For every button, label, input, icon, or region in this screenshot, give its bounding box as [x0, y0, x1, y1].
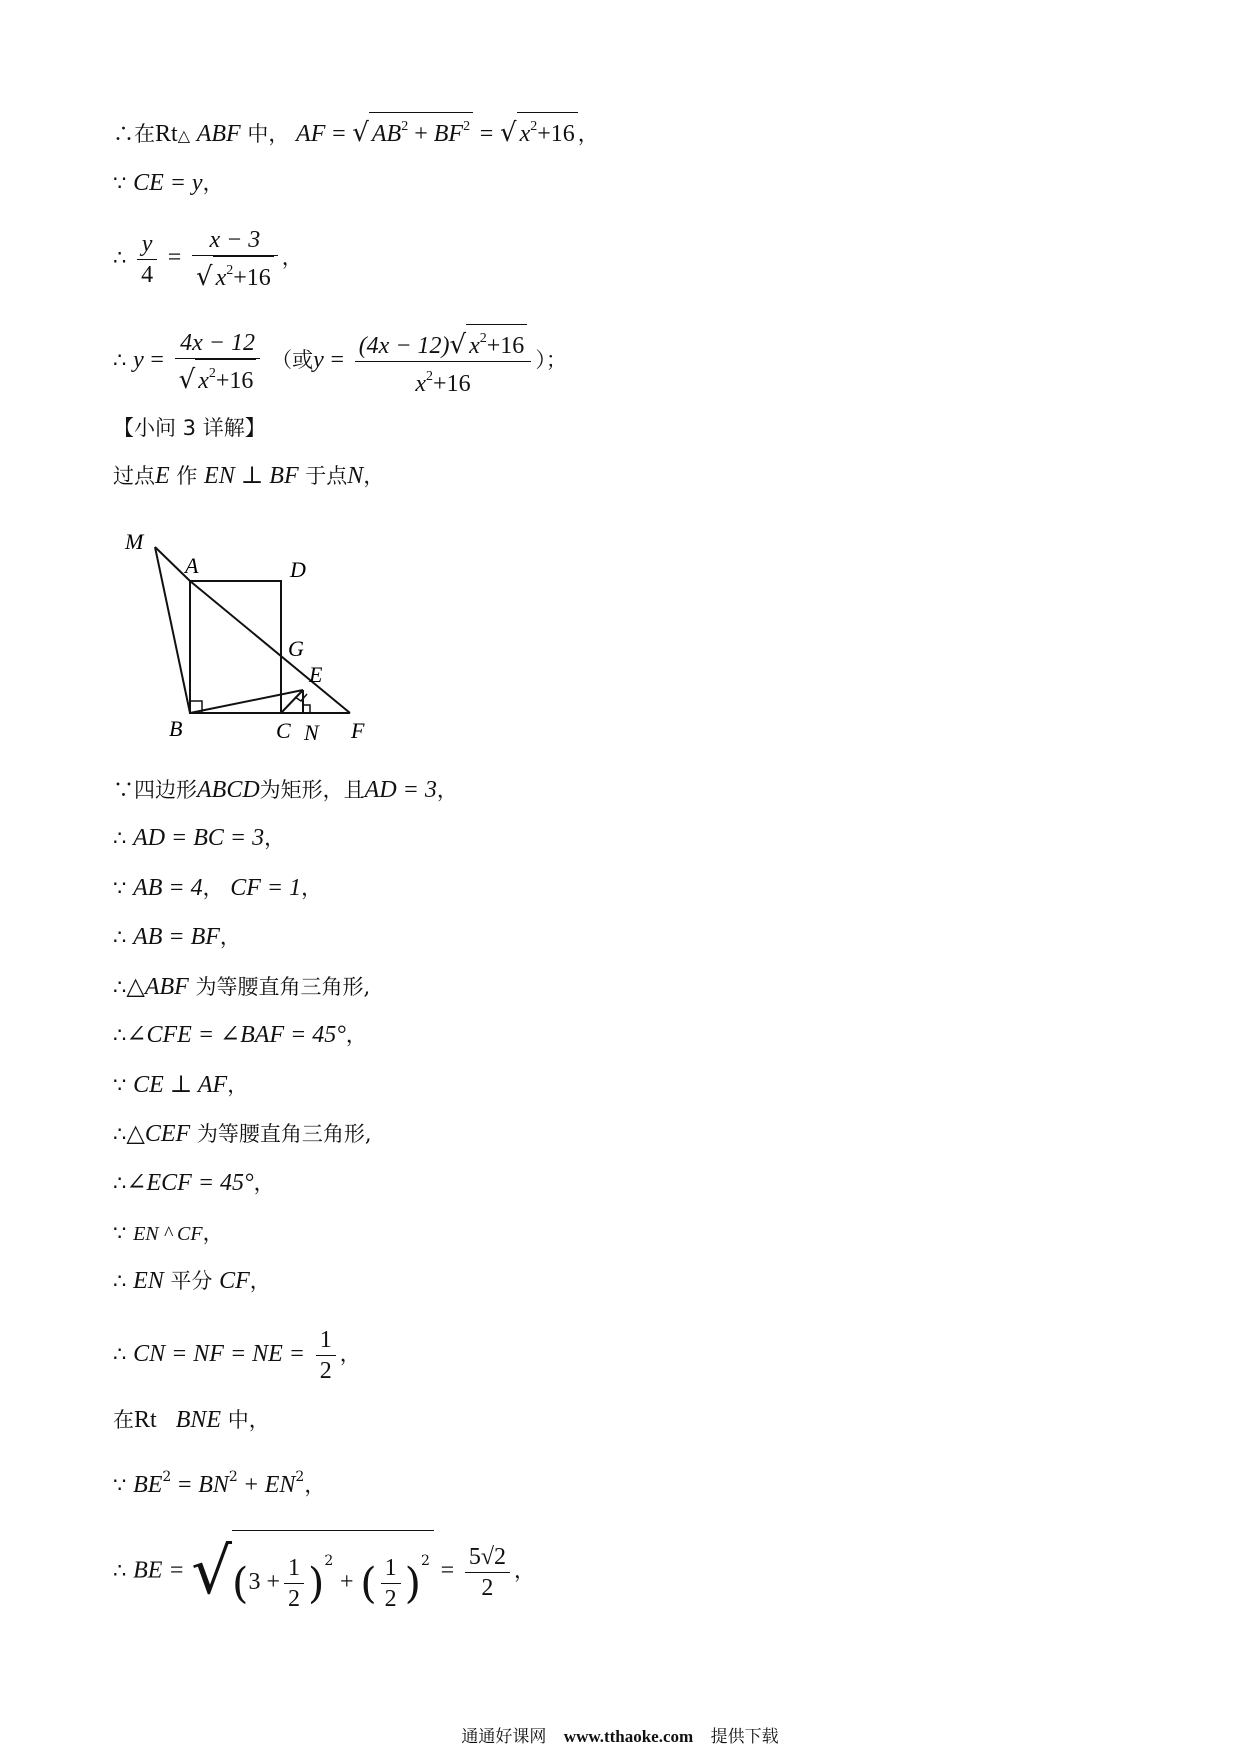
label-n: N	[304, 720, 319, 740]
line-y-expression: ∴ y = $\frac{4x - 12}{√ x^2+16}$ （或y = $\frac{(4x - 12)√ x^2+16}{x^2+16}$ ）；	[113, 324, 567, 399]
line-cef-isosceles: ∴△CEF 为等腰直角三角形,	[113, 1121, 372, 1147]
section-header: 【小问 3 详解】	[113, 416, 266, 440]
line-rt-bne: 在Rt △BNE 中，	[113, 1407, 270, 1433]
segment-be	[190, 690, 303, 713]
footer-url[interactable]: www.tthaoke.com	[563, 1727, 694, 1746]
segment-af	[190, 581, 350, 713]
line-rectangle: ∵四边形ABCD为矩形，且AD = 3，	[113, 777, 458, 803]
right-angle-mark-n	[303, 705, 310, 713]
line-abf-isosceles: ∴△ABF 为等腰直角三角形,	[113, 974, 371, 1000]
label-m: M	[125, 529, 144, 554]
label-e: E	[309, 662, 323, 687]
page-footer	[0, 1722, 1240, 1747]
line-ce-perp-af: ∵ CE ⊥ AF，	[113, 1072, 249, 1098]
line-proportion: ∴ $\frac{y}{4}$ = $\frac{x - 3}{√ x^2+16}$ ，	[113, 227, 303, 292]
rectangle-abcd	[190, 581, 281, 713]
label-c: C	[276, 718, 291, 740]
footer-note: 提供下载	[710, 1727, 779, 1747]
label-d: D	[290, 557, 306, 582]
line-ab-bf: ∴ AB = BF，	[113, 924, 241, 950]
line-rt-abf: ∴在Rt△ ABF 中， AF = √ $AB^2 + BF^2$ = √ $x^2+16$ ，	[113, 112, 599, 151]
label-a: A	[185, 553, 199, 578]
geometry-figure	[115, 525, 385, 740]
label-g: G	[288, 636, 304, 661]
line-angle-45: ∴∠CFE = ∠BAF = 45°，	[113, 1022, 367, 1048]
line-en-cf: ∵ EN ^ CF，	[113, 1221, 224, 1245]
line-be-result: ∴ BE = √(3 + $\frac{1}{2}$ )$^2$ + ( $\frac{1}{2}$ )$^2$ = $\frac{5√2}{2}$ ，	[113, 1530, 535, 1614]
footer-site-name: 通通好课网	[461, 1727, 547, 1747]
line-ad-bc: ∴ AD = BC = 3，	[113, 825, 286, 851]
line-ecf-45: ∴∠ECF = 45°，	[113, 1170, 275, 1196]
line-ce-y: ∵ CE = y，	[113, 170, 224, 196]
line-ab-cf: ∵ AB = 4， CF = 1，	[113, 875, 323, 901]
label-b: B	[169, 716, 183, 740]
label-f: F	[351, 718, 365, 740]
line-en-bisects: ∴ EN 平分 CF，	[113, 1268, 271, 1294]
line-cn-nf-ne: ∴ CN = NF = NE = $\frac{1}{2}$ ，	[113, 1327, 361, 1384]
line-construct-en: 过点E 作 EN ⊥ BF 于点N，	[113, 463, 385, 489]
line-pythagoras: ∵ $BE^2 = BN^2 + EN^2$，	[113, 1469, 326, 1498]
